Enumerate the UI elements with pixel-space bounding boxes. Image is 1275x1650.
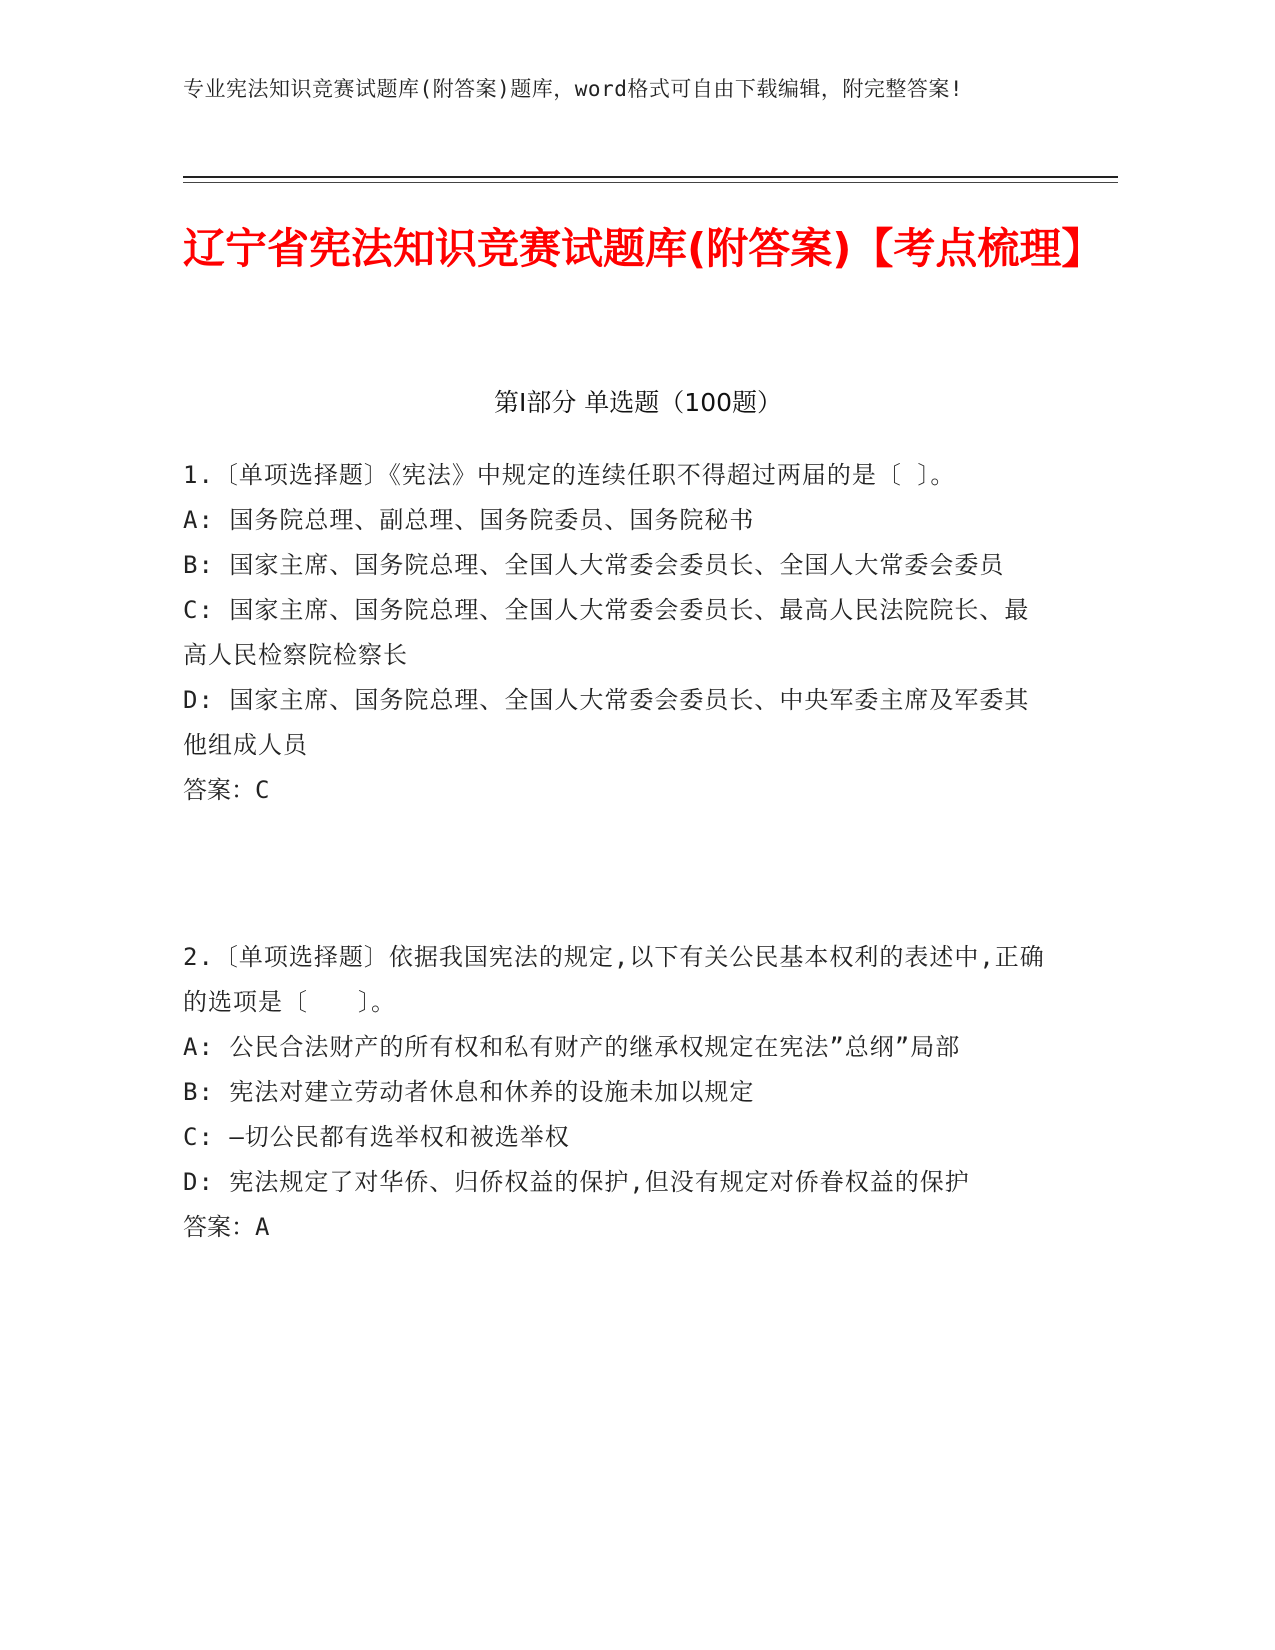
option-d: D: 宪法规定了对华侨、归侨权益的保护,但没有规定对侨眷权益的保护 — [183, 1168, 970, 1196]
header-note: 专业宪法知识竞赛试题库(附答案)题库，word格式可自由下载编辑，附完整答案! — [183, 77, 963, 101]
answer-value: A — [255, 1213, 270, 1241]
option-b: B: 宪法对建立劳动者休息和休养的设施未加以规定 — [183, 1078, 755, 1106]
option-a: A: 国务院总理、副总理、国务院委员、国务院秘书 — [183, 506, 755, 534]
question-stem: 1.〔单项选择题〕《宪法》中规定的连续任职不得超过两届的是〔 〕。 — [183, 461, 956, 489]
header-divider-thin — [183, 182, 1118, 183]
header-divider-thick — [183, 176, 1118, 178]
question-stem: 2.〔单项选择题〕依据我国宪法的规定,以下有关公民基本权利的表述中,正确的选项是〔 〕。 — [183, 943, 1045, 1016]
question-block — [183, 935, 1053, 1250]
answer-line — [183, 1205, 1053, 1250]
option-c: C: —切公民都有选举权和被选举权 — [183, 1123, 570, 1151]
question-block — [183, 453, 1053, 813]
option-a: A: 公民合法财产的所有权和私有财产的继承权规定在宪法”总纲”局部 — [183, 1033, 961, 1061]
section-title: 第Ⅰ部分 单选题（100题） — [493, 388, 783, 417]
answer-line — [183, 768, 1053, 813]
answer-label: 答案： — [183, 776, 255, 804]
option-c: C: 国家主席、国务院总理、全国人大常委会委员长、最高人民法院院长、最高人民检察院检察长 — [183, 596, 1030, 669]
option-d: D: 国家主席、国务院总理、全国人大常委会委员长、中央军委主席及军委其他组成人员 — [183, 686, 1030, 759]
answer-label: 答案： — [183, 1213, 255, 1241]
document-title: 辽宁省宪法知识竞赛试题库(附答案)【考点梳理】 — [183, 224, 1104, 273]
answer-value: C — [255, 776, 270, 804]
option-b: B: 国家主席、国务院总理、全国人大常委会委员长、全国人大常委会委员 — [183, 551, 1005, 579]
